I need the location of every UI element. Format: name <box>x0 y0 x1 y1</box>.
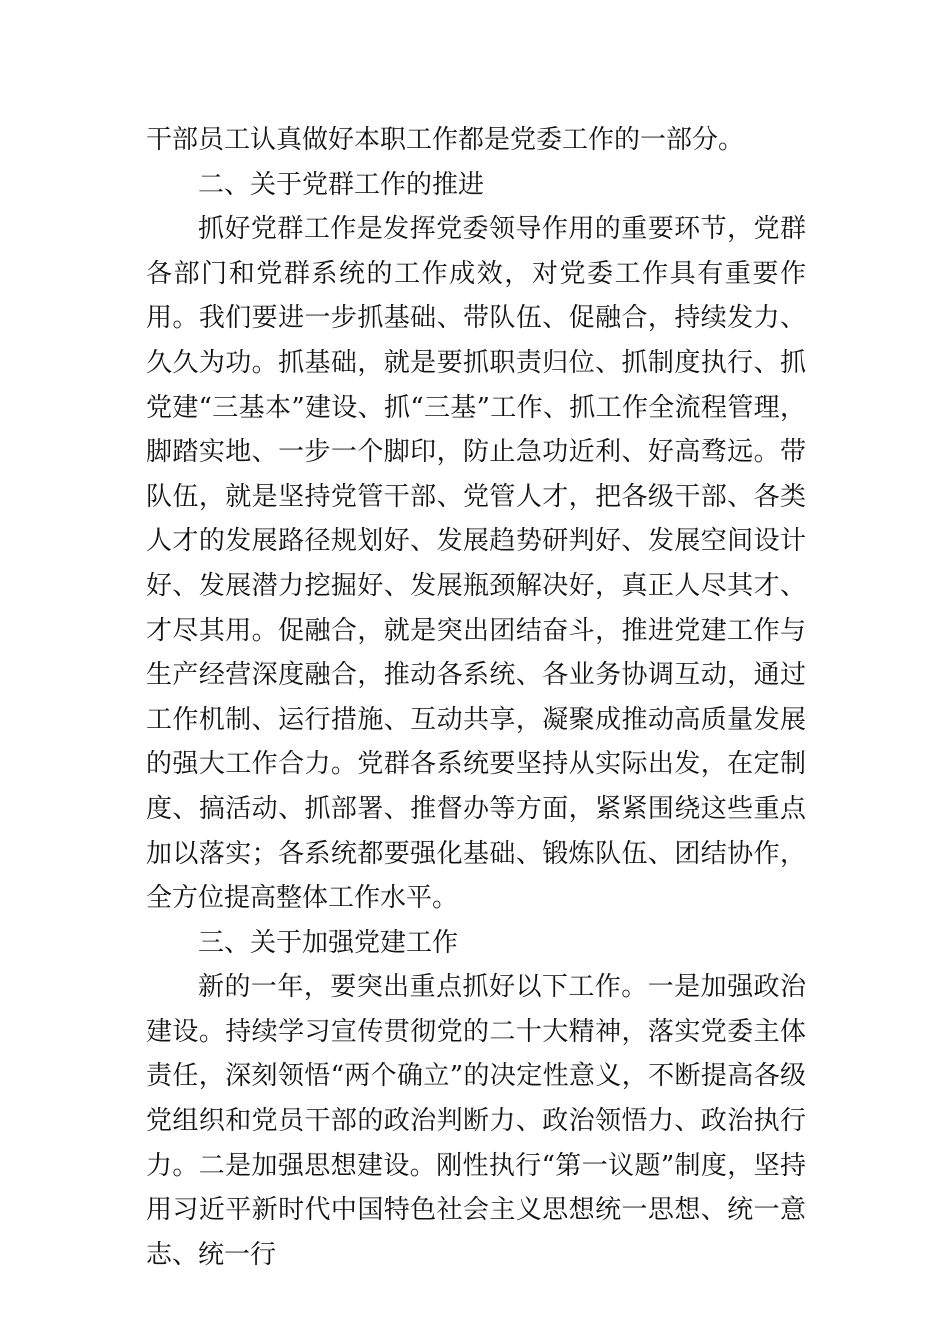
section-heading-party-building: 三、关于加强党建工作 <box>198 927 459 958</box>
section-heading-party-mass-work: 二、关于党群工作的推进 <box>198 169 485 200</box>
document-body <box>146 118 806 1277</box>
paragraph-party-mass-work: 抓好党群工作是发挥党委领导作用的重要环节，党群各部门和党群系统的工作成效，对党委工作具有重要作用。我们要进一步抓基础、带队伍、促融合，持续发力、久久为功。抓基础，就是要抓职责归位、抓制度执行、抓党建“三基本”建设、抓“三基”工作、抓工作全流程管理，脚踏实地、一步一个脚印，防止急功近利、好高骛远。带队伍，就是坚持党管干部、党管人才，把各级干部、各类人才的发展路径规划好、发展趋势研判好、发展空间设计好、发展潜力挖掘好、发展瓶颈解决好，真正人尽其才、才尽其用。促融合，就是突出团结奋斗，推进党建工作与生产经营深度融合，推动各系统、各业务协调互动，通过工作机制、运行措施、互动共享，凝聚成推动高质量发展的强大工作合力。党群各系统要坚持从实际出发，在定制度、搞活动、抓部署、推督办等方面，紧紧围绕这些重点加以落实；各系统都要强化基础、锻炼队伍、团结协作，全方位提高整体工作水平。 <box>146 214 806 914</box>
paragraph-continuation: 干部员工认真做好本职工作都是党委工作的一部分。 <box>146 125 745 155</box>
paragraph-party-building: 新的一年，要突出重点抓好以下工作。一是加强政治建设。持续学习宣传贯彻党的二十大精神，落实党委主体责任，深刻领悟“两个确立”的决定性意义，不断提高各级党组织和党员干部的政治判断力、政治领悟力、政治执行力。二是加强思想建设。刚性执行“第一议题”制度，坚持用习近平新时代中国特色社会主义思想统一思想、统一意志、统一行 <box>146 972 806 1270</box>
